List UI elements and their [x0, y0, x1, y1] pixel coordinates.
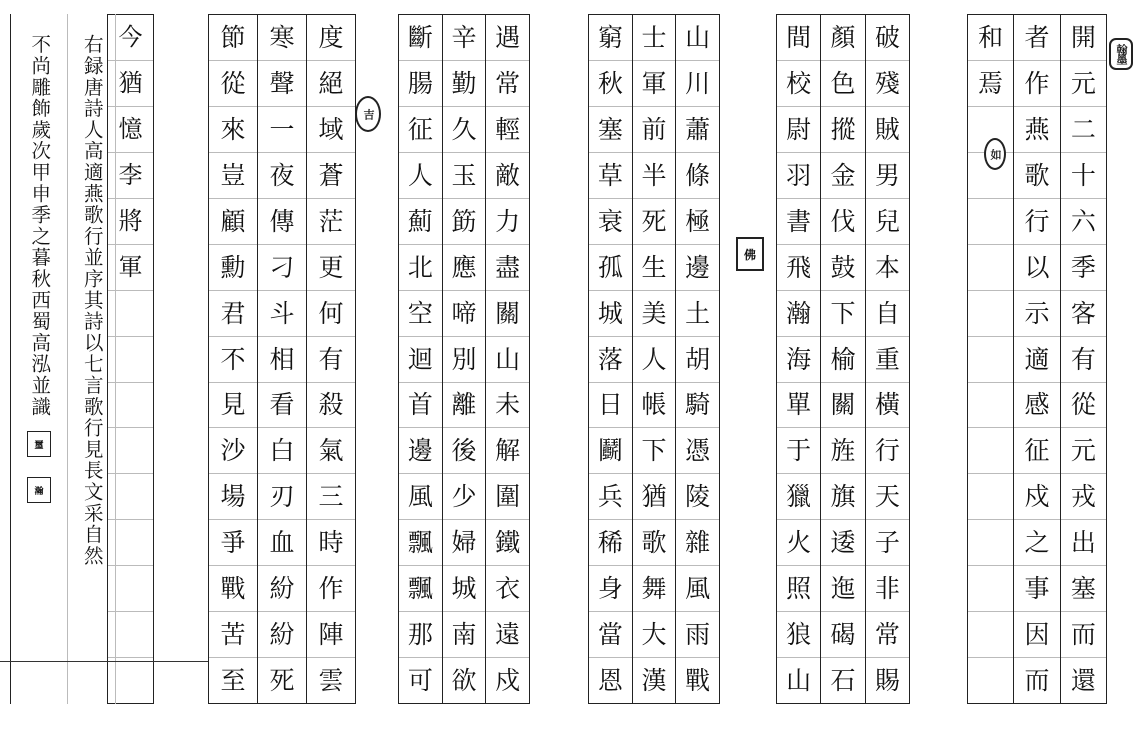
character-cell: 腸: [399, 61, 442, 107]
character-cell: 更: [307, 245, 355, 291]
text-column: [209, 15, 257, 703]
character-cell: [968, 612, 1013, 658]
title-cell: 將: [108, 199, 153, 245]
character-cell: 紛: [258, 612, 306, 658]
character-cell: 作: [1014, 61, 1059, 107]
character-cell: 書: [777, 199, 820, 245]
text-column: [968, 15, 1013, 703]
character-cell: 辛: [443, 15, 486, 61]
character-cell: 子: [866, 520, 909, 566]
character-cell: 條: [676, 153, 719, 199]
character-cell: 塞: [589, 107, 632, 153]
character-cell: 玉: [443, 153, 486, 199]
character-cell: 大: [633, 612, 676, 658]
character-cell: 山: [486, 337, 529, 383]
character-cell: 苦: [209, 612, 257, 658]
character-cell: 山: [786, 666, 812, 696]
character-cell: 蒼: [307, 153, 355, 199]
character-cell: 石: [830, 666, 856, 696]
character-cell: 征: [1014, 428, 1059, 474]
character-cell: 元: [1061, 428, 1106, 474]
character-cell: 帳: [633, 383, 676, 429]
character-cell: 美: [633, 291, 676, 337]
character-cell: 何: [307, 291, 355, 337]
text-column: [865, 15, 909, 703]
character-cell: 衰: [589, 199, 632, 245]
seal-figure: [736, 237, 764, 271]
character-cell: [968, 383, 1013, 429]
character-cell: 聲: [258, 61, 306, 107]
character-cell: 來: [209, 107, 257, 153]
character-cell: 風: [399, 474, 442, 520]
character-cell: 寒: [258, 15, 306, 61]
character-cell: 常: [486, 61, 529, 107]
character-cell: 草: [589, 153, 632, 199]
character-cell: 而: [1024, 666, 1050, 696]
character-cell: 迤: [821, 566, 864, 612]
text-column: [777, 15, 820, 703]
character-cell: 歌: [633, 520, 676, 566]
character-cell: 天: [866, 474, 909, 520]
character-cell: 出: [1061, 520, 1106, 566]
seal-oval: [355, 96, 381, 132]
character-cell: 首: [399, 383, 442, 429]
character-cell: 關: [486, 291, 529, 337]
character-cell: 間: [777, 15, 820, 61]
colophon-line-2: [10, 14, 68, 704]
text-column: [820, 15, 864, 703]
text-column: [442, 15, 486, 703]
character-cell: 茫: [307, 199, 355, 245]
character-cell: [968, 566, 1013, 612]
character-cell: 半: [633, 153, 676, 199]
character-cell: 夜: [258, 153, 306, 199]
character-cell: 生: [633, 245, 676, 291]
character-cell: 死: [269, 666, 295, 696]
text-column: [399, 15, 442, 703]
character-cell: 斷: [399, 15, 442, 61]
character-cell: 以: [1014, 245, 1059, 291]
character-cell: 色: [821, 61, 864, 107]
character-cell: 橫: [866, 383, 909, 429]
text-column: [1060, 15, 1106, 703]
character-cell: 空: [399, 291, 442, 337]
character-cell: 遇: [486, 15, 529, 61]
colophon: [10, 14, 215, 704]
character-cell: 六: [1061, 199, 1106, 245]
character-cell: 刃: [258, 474, 306, 520]
character-cell: 兒: [866, 199, 909, 245]
character-cell: 行: [1014, 199, 1059, 245]
character-cell: 至: [220, 666, 246, 696]
character-cell: 當: [589, 612, 632, 658]
seal-header-glyph: 翰墨: [1115, 44, 1128, 64]
character-cell: 下: [633, 428, 676, 474]
character-cell: 顧: [209, 199, 257, 245]
character-cell: 絕: [307, 61, 355, 107]
seal-header: [1109, 38, 1133, 70]
character-cell: 火: [777, 520, 820, 566]
panel-1: [967, 14, 1107, 704]
character-cell: 鼓: [821, 245, 864, 291]
character-cell: 雨: [676, 612, 719, 658]
character-cell: 羽: [777, 153, 820, 199]
character-cell: 鬬: [589, 428, 632, 474]
character-cell: 落: [589, 337, 632, 383]
character-cell: 輕: [486, 107, 529, 153]
character-cell: 海: [777, 337, 820, 383]
character-cell: 榆: [821, 337, 864, 383]
character-cell: 秋: [589, 61, 632, 107]
character-cell: 示: [1014, 291, 1059, 337]
character-cell: 日: [589, 383, 632, 429]
character-cell: 南: [443, 612, 486, 658]
seal-name: [27, 431, 51, 457]
character-cell: 兵: [589, 474, 632, 520]
character-cell: 不: [209, 337, 257, 383]
character-cell: 事: [1014, 566, 1059, 612]
character-cell: 賊: [866, 107, 909, 153]
text-column: [485, 15, 529, 703]
character-cell: 摐: [821, 107, 864, 153]
character-cell: 婦: [443, 520, 486, 566]
character-cell: 陣: [307, 612, 355, 658]
guide-line: [0, 661, 210, 662]
character-cell: 敵: [486, 153, 529, 199]
character-cell: 焉: [968, 61, 1013, 107]
character-cell: 獵: [777, 474, 820, 520]
character-cell: 山: [676, 15, 719, 61]
character-cell: 者: [1014, 15, 1059, 61]
character-cell: 猶: [633, 474, 676, 520]
character-cell: 有: [307, 337, 355, 383]
colophon-line-1: [68, 14, 116, 704]
colophon-text-2: 不尚雕飾歲次甲申季之暮秋西蜀高泓並識: [28, 34, 52, 418]
character-cell: 歌: [1014, 153, 1059, 199]
character-cell: 殘: [866, 61, 909, 107]
character-cell: 客: [1061, 291, 1106, 337]
character-cell: [968, 199, 1013, 245]
character-cell: 重: [866, 337, 909, 383]
character-cell: 逶: [821, 520, 864, 566]
character-cell: 看: [258, 383, 306, 429]
seal-name-glyph: 璽: [34, 440, 44, 451]
title-cell: 軍: [108, 245, 153, 291]
title-cell: 猶: [108, 61, 153, 107]
character-cell: 力: [486, 199, 529, 245]
character-cell: 雜: [676, 520, 719, 566]
character-cell: 戎: [1061, 474, 1106, 520]
character-cell: 那: [399, 612, 442, 658]
character-cell: 十: [1061, 153, 1106, 199]
character-cell: 風: [676, 566, 719, 612]
seal-gourd: [984, 138, 1006, 170]
character-cell: 血: [258, 520, 306, 566]
character-cell: 元: [1061, 61, 1106, 107]
character-cell: 殺: [307, 383, 355, 429]
character-cell: 從: [209, 61, 257, 107]
character-cell: 飄: [399, 566, 442, 612]
colophon-text-1: 右録唐詩人高適燕歌行並序其詩以七言歌行見長文采自然: [80, 34, 104, 567]
character-cell: 衣: [486, 566, 529, 612]
text-column: [306, 15, 355, 703]
character-cell: 遠: [486, 612, 529, 658]
character-cell: 場: [209, 474, 257, 520]
character-cell: 薊: [399, 199, 442, 245]
character-cell: 豈: [209, 153, 257, 199]
character-cell: 圍: [486, 474, 529, 520]
character-cell: 窮: [589, 15, 632, 61]
character-cell: 校: [777, 61, 820, 107]
character-cell: 北: [399, 245, 442, 291]
character-cell: 陵: [676, 474, 719, 520]
character-cell: 塞: [1061, 566, 1106, 612]
character-cell: 旌: [821, 428, 864, 474]
character-cell: 一: [258, 107, 306, 153]
character-cell: 開: [1061, 15, 1106, 61]
character-cell: 邊: [399, 428, 442, 474]
character-cell: 燕: [1014, 107, 1059, 153]
character-cell: 邊: [676, 245, 719, 291]
character-cell: 狼: [777, 612, 820, 658]
character-cell: 之: [1014, 520, 1059, 566]
character-cell: 行: [866, 428, 909, 474]
character-cell: 雲: [318, 666, 344, 696]
character-cell: 欲: [451, 666, 477, 696]
character-cell: 漢: [641, 666, 667, 696]
character-cell: 離: [443, 383, 486, 429]
character-cell: 舞: [633, 566, 676, 612]
character-cell: 因: [1014, 612, 1059, 658]
character-cell: 飄: [399, 520, 442, 566]
character-cell: 戰: [209, 566, 257, 612]
character-cell: 從: [1061, 383, 1106, 429]
character-cell: 勳: [209, 245, 257, 291]
seal-oval-glyph: 吉: [362, 109, 375, 119]
character-cell: 自: [866, 291, 909, 337]
character-cell: 人: [633, 337, 676, 383]
character-cell: 相: [258, 337, 306, 383]
character-cell: 刁: [258, 245, 306, 291]
character-cell: 軍: [633, 61, 676, 107]
character-cell: [968, 291, 1013, 337]
text-column: [1013, 15, 1059, 703]
panel-3: [588, 14, 720, 704]
character-cell: 筯: [443, 199, 486, 245]
character-cell: 啼: [443, 291, 486, 337]
character-cell: 前: [633, 107, 676, 153]
character-cell: 孤: [589, 245, 632, 291]
character-cell: 未: [486, 383, 529, 429]
character-cell: 單: [777, 383, 820, 429]
character-cell: 士: [633, 15, 676, 61]
character-cell: 碣: [821, 612, 864, 658]
title-cell: 今: [108, 15, 153, 61]
character-cell: 還: [1070, 666, 1096, 696]
panel-2: [776, 14, 910, 704]
seal-gourd-glyph: 如: [989, 149, 1002, 159]
character-cell: 應: [443, 245, 486, 291]
character-cell: 而: [1061, 612, 1106, 658]
character-cell: 斗: [258, 291, 306, 337]
title-cell: 李: [108, 153, 153, 199]
character-cell: 別: [443, 337, 486, 383]
character-cell: 少: [443, 474, 486, 520]
character-cell: 照: [777, 566, 820, 612]
character-cell: [968, 658, 1013, 703]
character-cell: 旗: [821, 474, 864, 520]
character-cell: 身: [589, 566, 632, 612]
character-cell: 伐: [821, 199, 864, 245]
character-cell: 勤: [443, 61, 486, 107]
character-cell: [968, 428, 1013, 474]
character-cell: 胡: [676, 337, 719, 383]
character-cell: 男: [866, 153, 909, 199]
character-cell: 城: [443, 566, 486, 612]
character-cell: 征: [399, 107, 442, 153]
character-cell: 川: [676, 61, 719, 107]
character-cell: 尉: [777, 107, 820, 153]
character-cell: 二: [1061, 107, 1106, 153]
character-cell: 人: [399, 153, 442, 199]
character-cell: 于: [777, 428, 820, 474]
seal-name-glyph-2: 瀚: [34, 486, 44, 497]
character-cell: 沙: [209, 428, 257, 474]
character-cell: 本: [866, 245, 909, 291]
character-cell: 戍: [1014, 474, 1059, 520]
character-cell: 非: [866, 566, 909, 612]
character-cell: 關: [821, 383, 864, 429]
character-cell: 作: [307, 566, 355, 612]
character-cell: 適: [1014, 337, 1059, 383]
text-column: [257, 15, 306, 703]
text-column: [632, 15, 676, 703]
character-cell: 顏: [821, 15, 864, 61]
character-cell: [968, 520, 1013, 566]
character-cell: 盡: [486, 245, 529, 291]
character-cell: 見: [209, 383, 257, 429]
character-cell: 死: [633, 199, 676, 245]
character-cell: 和: [968, 15, 1013, 61]
character-cell: 紛: [258, 566, 306, 612]
character-cell: 節: [209, 15, 257, 61]
character-cell: [968, 337, 1013, 383]
character-cell: 度: [307, 15, 355, 61]
character-cell: 憑: [676, 428, 719, 474]
character-cell: 鐵: [486, 520, 529, 566]
character-cell: 騎: [676, 383, 719, 429]
character-cell: 土: [676, 291, 719, 337]
character-cell: 稀: [589, 520, 632, 566]
character-cell: 戰: [685, 666, 711, 696]
character-cell: 解: [486, 428, 529, 474]
character-cell: 傳: [258, 199, 306, 245]
character-cell: 有: [1061, 337, 1106, 383]
character-cell: 白: [258, 428, 306, 474]
character-cell: 恩: [597, 666, 623, 696]
panel-5: [208, 14, 356, 704]
character-cell: [968, 474, 1013, 520]
character-cell: 可: [407, 666, 433, 696]
character-cell: 爭: [209, 520, 257, 566]
seal-figure-glyph: 佛: [743, 247, 756, 262]
panel-4: [398, 14, 530, 704]
character-cell: 迴: [399, 337, 442, 383]
character-cell: 久: [443, 107, 486, 153]
character-cell: [968, 245, 1013, 291]
character-cell: 君: [209, 291, 257, 337]
character-cell: 下: [821, 291, 864, 337]
character-cell: 後: [443, 428, 486, 474]
character-cell: 飛: [777, 245, 820, 291]
title-cell: 憶: [108, 107, 153, 153]
character-cell: 三: [307, 474, 355, 520]
character-cell: 常: [866, 612, 909, 658]
character-cell: 時: [307, 520, 355, 566]
text-column: [589, 15, 632, 703]
seal-name-2: [27, 477, 51, 503]
character-cell: 破: [866, 15, 909, 61]
character-cell: 金: [821, 153, 864, 199]
character-cell: 瀚: [777, 291, 820, 337]
character-cell: 感: [1014, 383, 1059, 429]
character-cell: 城: [589, 291, 632, 337]
character-cell: 極: [676, 199, 719, 245]
character-cell: 季: [1061, 245, 1106, 291]
character-cell: 戍: [495, 666, 521, 696]
character-cell: 域: [307, 107, 355, 153]
character-cell: 蕭: [676, 107, 719, 153]
text-column: [675, 15, 719, 703]
character-cell: 賜: [874, 666, 900, 696]
character-cell: 氣: [307, 428, 355, 474]
